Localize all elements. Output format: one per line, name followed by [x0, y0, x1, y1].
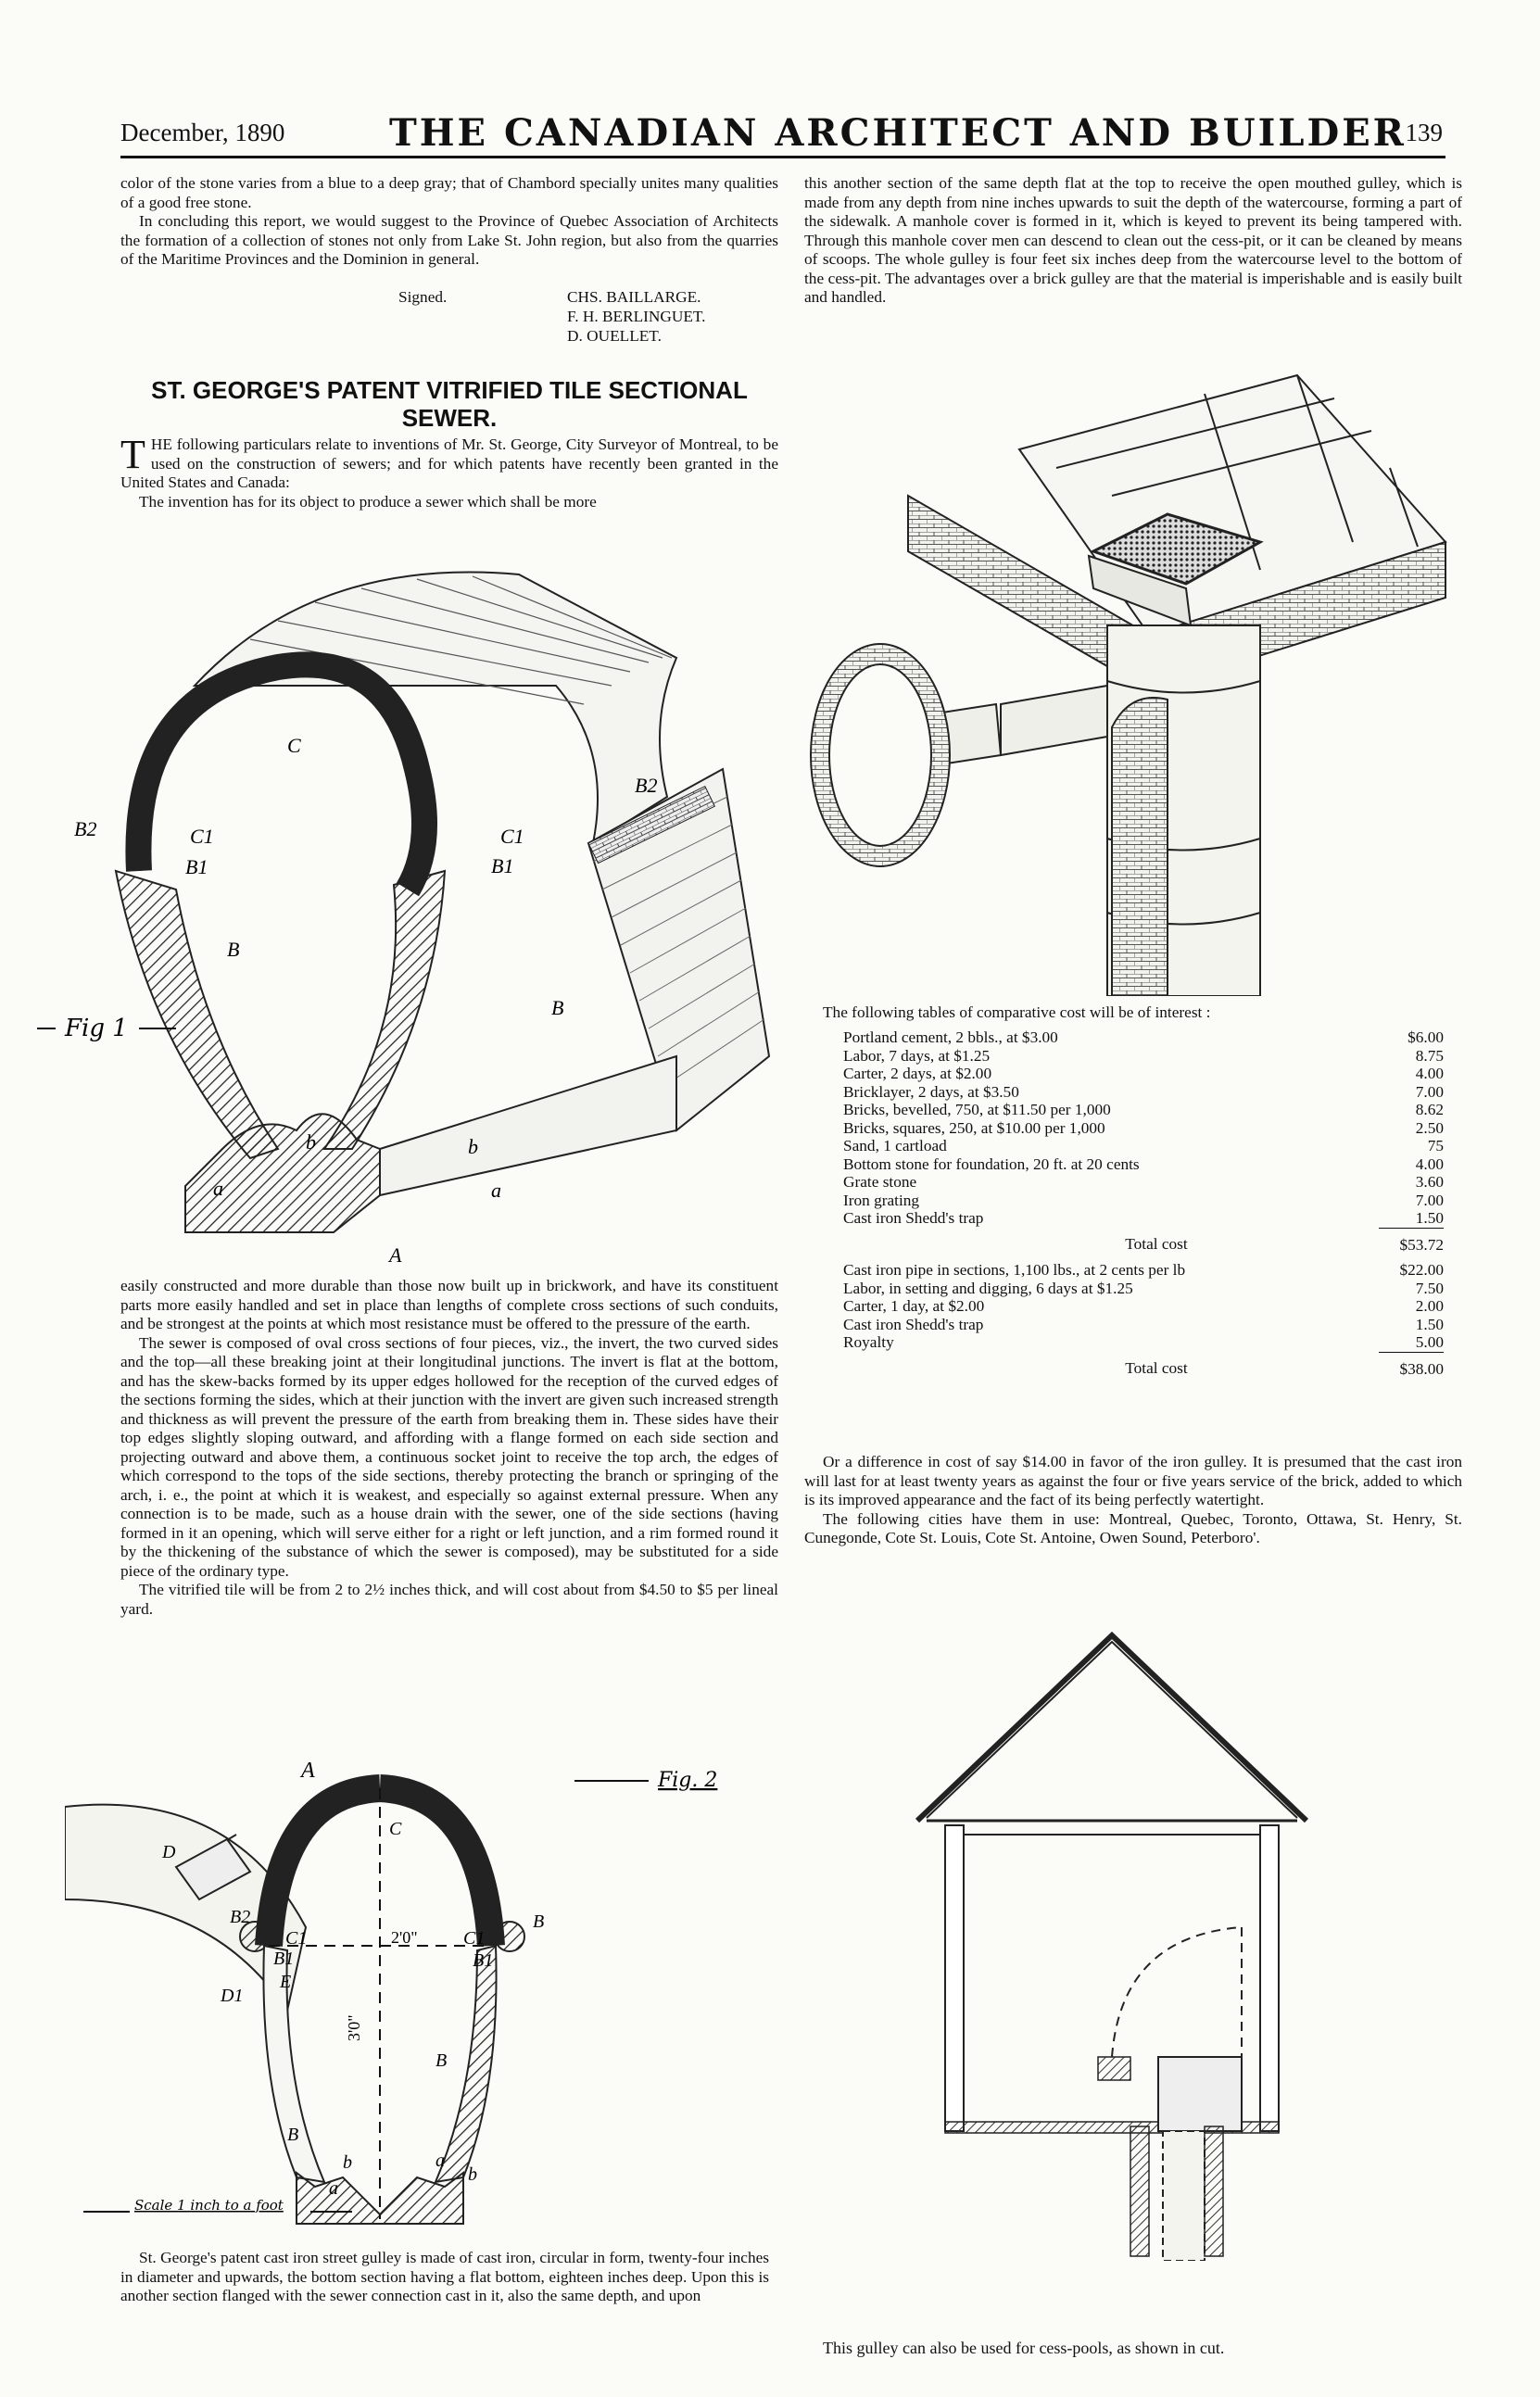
item-value: 2.50 — [1415, 1118, 1444, 1137]
item-label: Iron grating — [843, 1191, 920, 1209]
signed-label: Signed. — [398, 288, 448, 306]
part-letter: B — [533, 1911, 545, 1932]
item-value: 7.50 — [1415, 1279, 1444, 1297]
item-label: Bricks, bevelled, 750, at $11.50 per 1,000 — [843, 1101, 1111, 1118]
total-label: Total cost — [1125, 1359, 1188, 1377]
signatory: F. H. BERLINGUET. — [567, 308, 706, 325]
signatory: D. OUELLET. — [567, 327, 662, 345]
right-conclusion — [804, 1453, 1462, 1548]
item-label: Bricks, squares, 250, at $10.00 per 1,000 — [843, 1118, 1105, 1137]
item-value: 7.00 — [1415, 1191, 1444, 1209]
total-value: $38.00 — [1399, 1359, 1444, 1378]
brick-cost-table — [823, 1028, 1444, 1385]
issue-date: December, 1890 — [120, 119, 285, 146]
paragraph: Or a difference in cost of say $14.00 in favor of the iron gulley. It is presumed that the cast iron will last for at least twenty years as against the four or five years service of the brick, added to which is its improved appearance and the fact of its being perfectly watertight. — [804, 1453, 1462, 1508]
scale-note: Scale 1 inch to a foot — [134, 2197, 284, 2214]
cost-intro — [823, 1003, 1462, 1023]
part-letter: a — [329, 2178, 338, 2199]
paragraph: The following tables of comparative cost will be of interest : — [823, 1003, 1211, 1021]
paragraph: The invention has for its object to produce a sewer which shall be more — [139, 492, 597, 511]
item-label: Cast iron Shedd's trap — [843, 1315, 984, 1333]
item-value: 1.50 — [1379, 1209, 1444, 1228]
item-label: Bottom stone for foundation, 20 ft. at 20 cents — [843, 1154, 1140, 1173]
table-row — [823, 1065, 1444, 1083]
part-letter: a — [213, 1177, 223, 1200]
part-letter: D — [162, 1842, 176, 1862]
table-row — [823, 1155, 1444, 1174]
article-body — [120, 1277, 778, 1619]
part-letter: B1 — [473, 1950, 494, 1971]
paragraph: The vitrified tile will be from 2 to 2½ inches thick, and will cost about from $4.50 to $5 per lineal yard. — [120, 1581, 778, 1618]
item-value: 7.00 — [1415, 1082, 1444, 1101]
cess-pool-house-drawing — [890, 1621, 1334, 2261]
part-letter: B2 — [74, 817, 97, 840]
item-label: Carter, 1 day, at $2.00 — [843, 1297, 985, 1315]
table-row — [823, 1316, 1444, 1334]
total-row — [823, 1228, 1444, 1261]
item-label: Cast iron pipe in sections, 1,100 lbs., at 2 cents per lb — [843, 1261, 1186, 1279]
part-letter: E — [280, 1972, 292, 1992]
part-letter: A — [389, 1243, 402, 1267]
paragraph: this another section of the same depth flat at the top to receive the open mouthed gulley, which is made from any depth from nine inches upwards to suit the depth of the watercourse, forming a part of the sidewalk. A manhole cover is formed in it, which is keyed to prevent its being tampered with. Through this manhole cover men can descend to clean out the cess-pit, or it can be cleaned by means of scoops. The whole gulley is four feet six inches deep from the watercourse level to the bottom of the cess-pit. The advantages over a brick gulley are that the material is imperishable and is easily built and handled. — [804, 174, 1462, 306]
item-value: 8.75 — [1415, 1046, 1444, 1065]
table-row — [823, 1119, 1444, 1138]
table-row — [823, 1333, 1444, 1352]
table-row — [823, 1137, 1444, 1155]
fig2-sewer-junction-drawing — [65, 1751, 788, 2233]
article-intro — [120, 432, 778, 511]
item-label: Cast iron Shedd's trap — [843, 1209, 984, 1227]
part-letter: C1 — [190, 825, 214, 848]
table-row — [823, 1083, 1444, 1102]
part-letter: C — [287, 734, 301, 757]
article-headline: ST. GEORGE'S PATENT VITRIFIED TILE SECTIONAL SEWER. — [151, 376, 748, 432]
table-row — [823, 1280, 1444, 1298]
fig2-label: Fig. 2 — [658, 1769, 718, 1792]
part-letter: D1 — [221, 1986, 244, 2006]
table-row — [823, 1297, 1444, 1316]
item-label: Labor, in setting and digging, 6 days at $1.25 — [843, 1279, 1133, 1297]
drop-cap: T — [120, 432, 145, 477]
part-letter: B — [435, 2050, 448, 2071]
part-letter: C — [389, 1819, 402, 1839]
right-top-text — [804, 174, 1462, 308]
total-value: $53.72 — [1399, 1235, 1444, 1254]
table-row — [823, 1209, 1444, 1228]
part-letter: B — [227, 938, 240, 961]
table-row — [823, 1192, 1444, 1210]
item-label: Labor, 7 days, at $1.25 — [843, 1046, 991, 1065]
part-letter: B1 — [491, 854, 514, 877]
item-value: 3.60 — [1415, 1173, 1444, 1191]
paragraph: In concluding this report, we would suggest to the Province of Quebec Association of Architects the formation of a collection of stones not only from Lake St. John region, but also from the quarries of the Maritime Provinces and the Dominion in general. — [120, 212, 778, 268]
width-dimension: 2'0" — [391, 1928, 418, 1947]
part-letter: B — [287, 2125, 299, 2145]
fig1-sewer-section-drawing — [37, 537, 778, 1279]
fig1-label: Fig 1 — [65, 1015, 128, 1042]
table-row — [823, 1173, 1444, 1192]
item-label: Carter, 2 days, at $2.00 — [843, 1065, 992, 1082]
item-value: 5.00 — [1379, 1333, 1444, 1352]
item-value: 75 — [1427, 1137, 1444, 1154]
part-letter: b — [468, 2164, 477, 2185]
item-value: $6.00 — [1407, 1028, 1444, 1046]
table-row — [823, 1261, 1444, 1280]
height-dimension: 3'0" — [345, 2014, 363, 2041]
part-letter: C1 — [285, 1928, 308, 1949]
item-value: 1.50 — [1415, 1315, 1444, 1333]
part-letter: B — [551, 996, 564, 1019]
house-caption: This gulley can also be used for cess-pools, as shown in cut. — [823, 2339, 1225, 2357]
item-value: $22.00 — [1399, 1261, 1444, 1279]
part-letter: b — [468, 1135, 478, 1158]
part-letter: A — [301, 1759, 315, 1783]
part-letter: C1 — [500, 825, 524, 848]
table-row — [823, 1047, 1444, 1066]
paragraph: The sewer is composed of oval cross sections of four pieces, viz., the invert, the two curved sides and the top—all these breaking joint at their longitudinal junctions. The invert is flat at the bottom, and has the skew-backs formed by its upper edges hollowed for the reception of the curved edges of the sections forming the sides, which at their junction with the invert are given such increased strength and thickness as will prevent the pressure of the earth from breaking them in. These sides have their top edges slightly sloping outward, and affording with a flange formed on each side section and projecting outward and above them, a continuous socket joint to receive the top arch, the edges of which correspond to the tops of the side sections, thereby protecting the branch or springing of the arch, i. e., the point at which it is weakest, and especially so against external pressure. When any connection is to be made, such as a house drain with the sewer, one of the side sections (having formed in it an opening, which will serve either for a right or left junction, and a rim formed round it by the thickening of the substance of which the sewer is composed), may be substituted for a side piece of the ordinary type. — [120, 1333, 778, 1580]
part-letter: B1 — [273, 1949, 295, 1969]
item-label: Bricklayer, 2 days, at $3.50 — [843, 1082, 1019, 1101]
paragraph: color of the stone varies from a blue to a deep gray; that of Chambord specially unites many qualities of a good free stone. — [120, 174, 778, 211]
item-value: 8.62 — [1415, 1101, 1444, 1118]
paragraph: St. George's patent cast iron street gulley is made of cast iron, circular in form, twenty-four inches in diameter and upwards, the bottom section having a flat bottom, eighteen inches deep. Upon this is another section flanged with the sewer connection cast in it, also the same depth, and upon — [120, 2249, 769, 2304]
table-row — [823, 1028, 1444, 1047]
running-header — [120, 111, 1443, 155]
paragraph: easily constructed and more durable than those now built up in brickwork, and have its constituent parts more easily handled and set in place than lengths of complete cross sections of such conduits, and be strongest at the points at which most resistance must be offered to the pressure of the earth. — [120, 1277, 778, 1332]
item-value: 4.00 — [1415, 1065, 1444, 1082]
item-value: 2.00 — [1415, 1297, 1444, 1315]
left-top-text — [120, 174, 778, 270]
gulley-description — [120, 2249, 769, 2306]
part-letter: a — [435, 2151, 445, 2171]
item-label: Portland cement, 2 bbls., at $3.00 — [843, 1028, 1058, 1046]
item-label: Sand, 1 cartload — [843, 1137, 947, 1154]
part-letter: b — [306, 1130, 316, 1154]
part-letter: C1 — [463, 1928, 486, 1949]
paragraph: The following cities have them in use: Montreal, Quebec, Toronto, Ottawa, St. Henry, St. Cunegonde, Cote St. Louis, Cote St. Antoine, Owen Sound, Peterboro'. — [804, 1509, 1462, 1546]
part-letter: B2 — [230, 1907, 251, 1927]
intro-text: HE following particulars relate to inventions of Mr. St. George, City Surveyor of Montreal, to be used on the construction of sewers; and for which patents have recently been granted in the United States and Canada: — [120, 435, 778, 491]
page-number: 139 — [1405, 119, 1443, 146]
item-value: 4.00 — [1415, 1154, 1444, 1173]
table-row — [823, 1101, 1444, 1119]
gulley-perspective-drawing — [778, 357, 1464, 996]
item-label: Grate stone — [843, 1173, 917, 1191]
magazine-title: THE CANADIAN ARCHITECT AND BUILDER — [389, 111, 1407, 155]
item-label: Royalty — [843, 1333, 894, 1351]
total-label: Total cost — [1125, 1235, 1188, 1253]
header-rule — [120, 156, 1445, 158]
signatory: CHS. BAILLARGE. — [567, 288, 701, 306]
total-row — [823, 1352, 1444, 1385]
part-letter: B2 — [635, 774, 658, 797]
part-letter: B1 — [185, 855, 208, 878]
part-letter: a — [491, 1179, 501, 1202]
part-letter: b — [343, 2152, 352, 2173]
